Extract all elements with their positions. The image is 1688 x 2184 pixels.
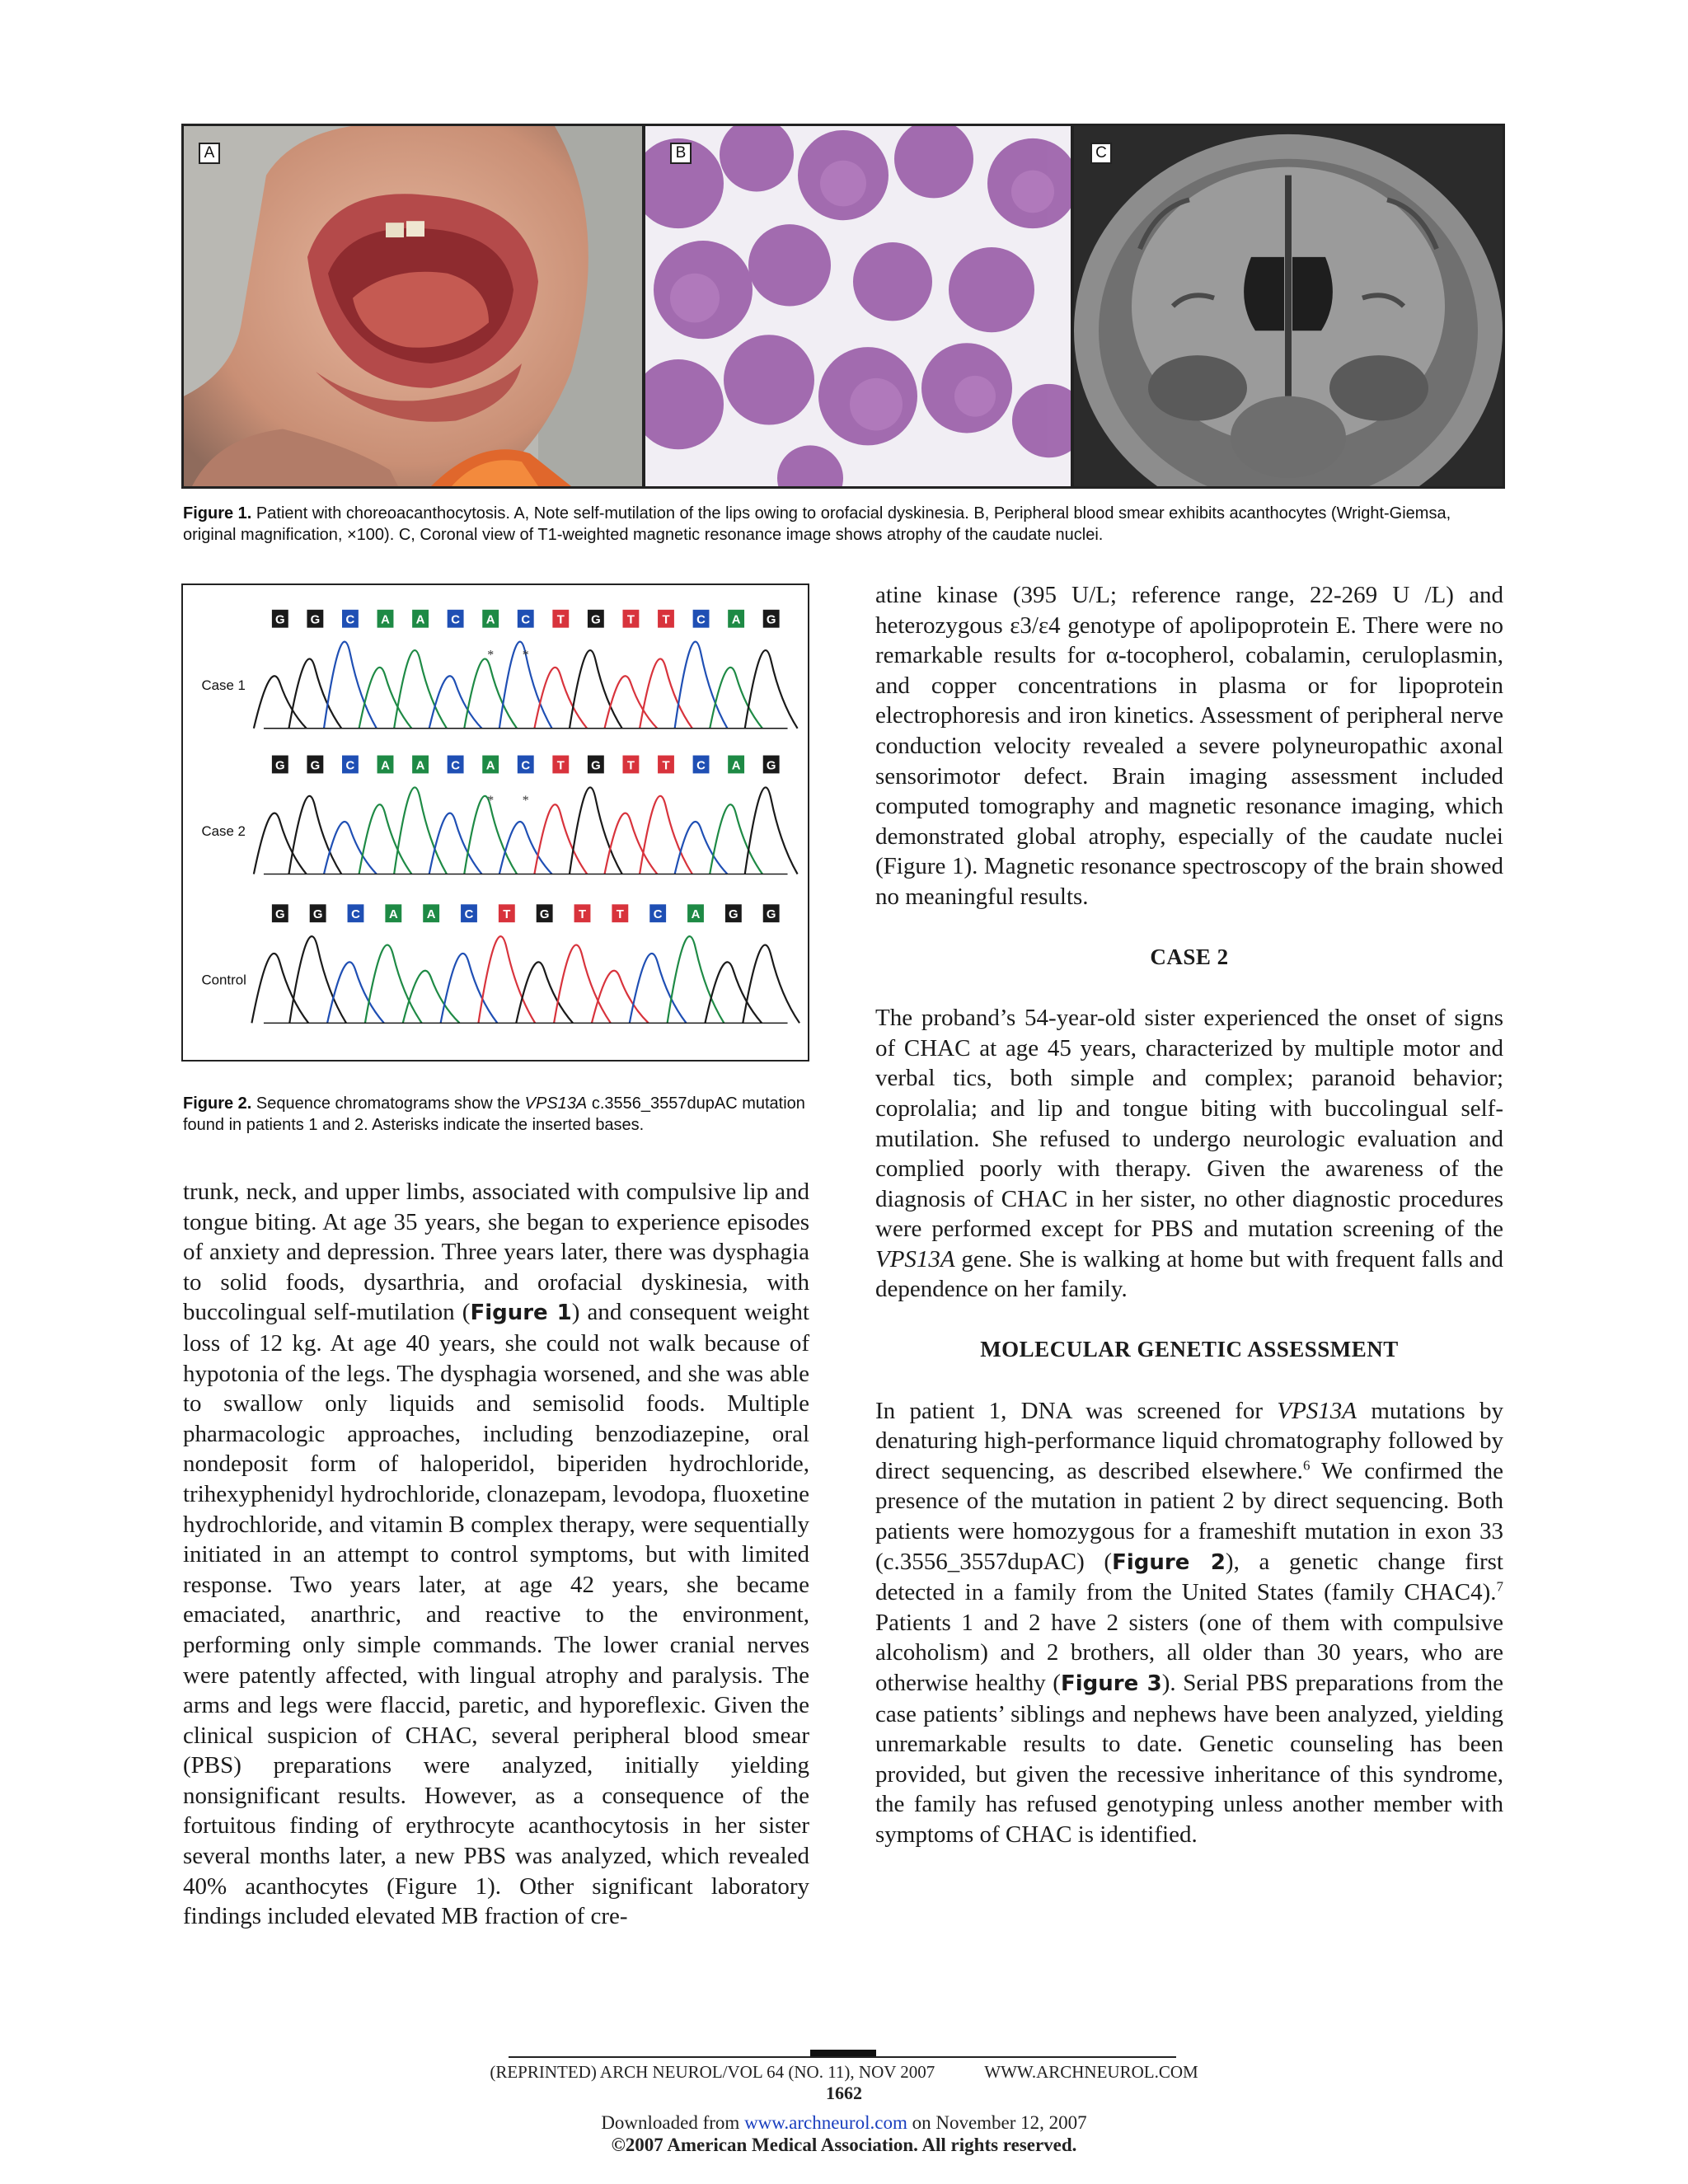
base-call-letter: A: [381, 759, 390, 773]
base-call-letter: G: [310, 759, 321, 773]
base-call-letter: A: [731, 613, 741, 627]
base-call-letter: C: [521, 759, 531, 773]
body-paragraph: [875, 1396, 1503, 1850]
base-call-letter: G: [275, 908, 285, 922]
download-notice: [0, 2112, 1688, 2134]
reference-7[interactable]: 7: [1496, 1578, 1503, 1595]
journal-reference: (REPRINTED) ARCH NEUROL/VOL 64 (NO. 11), NOV 2007: [490, 2062, 935, 2082]
body-text: trunk, neck, and upper limbs, associated with compulsive lip and tongue biting. At age 35 years, she began to experience episodes of anxiety and depression. Three years later, there was dysphagia to solid foods, dysarthria, and orofacial dyskinesia, with buccolingual self-mutilation (: [183, 1179, 809, 1326]
chromatogram-peak: [668, 936, 724, 1023]
inserted-base-asterisk: *: [487, 648, 495, 663]
chromatogram-peak: [289, 936, 346, 1023]
download-date: on November 12, 2007: [907, 2112, 1087, 2133]
panel-label-c: C: [1090, 143, 1112, 164]
chromatogram-peak: [745, 787, 798, 874]
base-call-letter: G: [591, 613, 601, 627]
figure-2-link[interactable]: Figure 2: [1112, 1549, 1226, 1575]
panel-label-a: A: [199, 143, 220, 164]
body-text: ) and consequent weight loss of 12 kg. At age 40 years, she could not walk because of hypotonia of the legs. The dysphagia worsened, and she was able to swallow only liquids and semisolid foods. Multiple pharmacologic approaches, including benzodiazepine, oral nondeposit form of haloperidol, biperiden hydrochloride, trihexyphenidyl hydrochloride, clonazepam, levodopa, fluoxetine hydrochloride, and vitamin B complex therapy, were sequentially initiated in an attempt to control symptoms, but with limited response. Two years later, at age 42 years, she became emaciated, anarthric, and reactive to the environment, performing only simple commands. The lower cranial nerves were patently affected, with lingual atrophy and paralysis. The arms and legs were flaccid, paretic, and hyporeflexic. Given the clinical suspicion of CHAC, several peripheral blood smear (PBS) preparations were analyzed, initially yielding nonsignificant results. However, as a consequence of the fortuitous finding of erythrocyte acanthocytosis in her sister several months later, a new PBS was analyzed, which revealed 40% acanthocytes (Figure 1). Other significant laboratory findings included elevated MB fraction of cre-: [183, 1299, 809, 1930]
inserted-base-asterisk: *: [522, 648, 529, 663]
base-call-letter: A: [381, 613, 390, 627]
body-text: ). Serial PBS preparations from the case patients’ siblings and nephews have been analyzed, yielding unremarkable results to date. Genetic counseling has been provided, but given the recessive inheritance of this syndrome, the family has refused genotyping unless another member with symptoms of CHAC is identified.: [875, 1670, 1503, 1848]
body-text: Patients 1 and 2 have 2 sisters (one of them with compulsive alcoholism) and 2 brothers, all older than 30 years, who are otherwise healthy (: [875, 1609, 1503, 1696]
figure-1-caption-text: Patient with choreoacanthocytosis. A, Note self-mutilation of the lips owing to orofacial dyskinesia. B, Peripheral blood smear exhibits acanthocytes (Wright-Giemsa, original magnification, ×100). C, Coronal view of T1-weighted magnetic resonance image shows atrophy of the caudate nuclei.: [183, 504, 1451, 544]
figure-1: [181, 124, 1505, 489]
base-call-letter: T: [616, 908, 624, 922]
base-call-letter: A: [485, 613, 495, 627]
body-text: ), a genetic change first detected in a family from the United States (family CHAC4).: [875, 1548, 1503, 1606]
chromatogram-peak: [570, 787, 622, 874]
archneurol-link[interactable]: www.archneurol.com: [744, 2112, 907, 2133]
chromatogram-row-label: Case 2: [201, 823, 246, 839]
base-call-letter: C: [521, 613, 531, 627]
copyright-notice: ©2007 American Medical Association. All rights reserved.: [611, 2135, 1077, 2155]
base-call-letter: A: [485, 759, 495, 773]
base-call-letter: T: [626, 759, 635, 773]
base-call-letter: T: [503, 908, 511, 922]
inserted-base-asterisk: *: [487, 794, 495, 808]
left-column: [183, 1177, 809, 1932]
base-call-letter: C: [351, 908, 360, 922]
chromatogram-peak: [394, 787, 447, 874]
reference-6[interactable]: 6: [1302, 1457, 1311, 1474]
base-call-letter: G: [312, 908, 323, 922]
figure-1-caption: [183, 503, 1502, 546]
section-heading-case-2: CASE 2: [1150, 944, 1229, 969]
base-call-letter: G: [729, 908, 738, 922]
base-call-letter: T: [556, 759, 565, 773]
base-call-letter: C: [464, 908, 474, 922]
base-call-letter: A: [415, 613, 425, 627]
chromatogram-peak: [554, 945, 611, 1024]
chromatogram-peak: [745, 650, 798, 729]
figure-1-caption-label: Figure 1.: [183, 504, 252, 523]
base-call-letter: G: [275, 759, 285, 773]
chromatogram-peak: [478, 936, 535, 1023]
figure-1-panel-a-photo: [184, 126, 642, 486]
page-number: 1662: [826, 2083, 862, 2103]
chromatogram-peak: [570, 650, 622, 729]
gene-name: VPS13A: [1277, 1397, 1357, 1424]
inserted-base-asterisk: *: [522, 794, 529, 808]
base-call-letter: C: [345, 613, 355, 627]
panel-label-b: B: [670, 143, 692, 164]
figure-1-panel-b-blood-smear: [645, 126, 1071, 486]
base-call-letter: A: [426, 908, 436, 922]
body-text: In patient 1, DNA was screened for: [875, 1397, 1278, 1424]
base-call-letter: T: [556, 613, 565, 627]
body-paragraph: [875, 1003, 1503, 1305]
footer-rule: [509, 2056, 1176, 2058]
base-call-letter: A: [415, 759, 425, 773]
base-call-letter: C: [451, 759, 460, 773]
base-call-letter: G: [766, 759, 776, 773]
chromatogram-peak: [288, 796, 341, 874]
chromatogram-peak: [640, 796, 692, 874]
figure-1-panel-c-mri: [1074, 126, 1503, 486]
chromatogram-peak: [394, 650, 447, 729]
base-call-letter: G: [539, 908, 550, 922]
base-call-letter: T: [626, 613, 635, 627]
chromatogram-peak: [365, 945, 422, 1024]
base-call-letter: G: [766, 908, 776, 922]
figure-1-link[interactable]: Figure 1: [470, 1301, 572, 1326]
base-call-letter: A: [388, 908, 398, 922]
right-column: [875, 580, 1503, 1850]
chromatogram-peak: [743, 945, 799, 1024]
body-text: We confirmed the presence of the mutation in patient 2 by direct sequencing. Both patients were homozygous for a frameshift mutation in exon 33 (c.3556_3557dupAC) (: [875, 1457, 1503, 1575]
base-call-letter: A: [691, 908, 701, 922]
chromatogram-peak: [675, 642, 728, 729]
base-call-letter: C: [345, 759, 355, 773]
chromatogram-row-label: Control: [201, 972, 246, 988]
section-heading-molecular-genetic-assessment: MOLECULAR GENETIC ASSESSMENT: [980, 1337, 1399, 1362]
base-call-letter: G: [766, 613, 776, 627]
journal-citation: [0, 2062, 1688, 2083]
body-paragraph: atine kinase (395 U/L; reference range, 22-269 U /L) and heterozygous ε3/ε4 genotype of apolipoprotein E. There were no remarkable results for α-tocopherol, cobalamin, ceruloplasmin, and copper concentrations in plasma or for lipoprotein electrophoresis and iron kinetics. Assessment of peripheral nerve conduction velocity revealed a severe polyneuropathic axonal sensorimotor defect. Brain imaging assessment included computed tomography and magnetic resonance imaging, which demonstrated global atrophy, especially of the caudate nuclei (Figure 1). Magnetic resonance spectroscopy of the brain showed no meaningful results.: [875, 582, 1503, 910]
figure-3-link[interactable]: Figure 3: [1060, 1671, 1162, 1696]
figure-2-caption: [183, 1093, 809, 1136]
base-call-letter: G: [310, 613, 321, 627]
body-text: mutations by denaturing high-performance liquid chromatography followed by direct sequencing, as described elsewhere.: [875, 1397, 1503, 1484]
body-paragraph: [183, 1177, 809, 1932]
chromatogram-row-label: Case 1: [201, 677, 246, 694]
base-call-letter: T: [662, 613, 670, 627]
body-text: gene. She is walking at home but with frequent falls and dependence on her family.: [875, 1245, 1503, 1303]
base-call-letter: T: [578, 908, 587, 922]
figure-2-caption-text: Sequence chromatograms show the: [256, 1094, 525, 1113]
base-call-letter: C: [451, 613, 460, 627]
sequence-chromatograms: [183, 585, 808, 1060]
journal-website: WWW.ARCHNEUROL.COM: [984, 2062, 1198, 2082]
base-call-letter: T: [662, 759, 670, 773]
download-text: Downloaded from: [601, 2112, 745, 2133]
base-call-letter: C: [696, 759, 706, 773]
base-call-letter: G: [275, 613, 285, 627]
base-call-letter: C: [696, 613, 706, 627]
base-call-letter: G: [591, 759, 601, 773]
base-call-letter: A: [731, 759, 741, 773]
figure-2: [181, 583, 809, 1062]
gene-name: VPS13A: [875, 1245, 955, 1272]
figure-2-caption-text-end: c.3556_3557dupAC mutation found in patients 1 and 2. Asterisks indicate the inserted bases.: [183, 1094, 805, 1134]
chromatogram-peak: [324, 642, 377, 729]
figure-2-caption-label: Figure 2.: [183, 1094, 252, 1113]
gene-name: VPS13A: [524, 1094, 588, 1113]
body-text: The proband’s 54-year-old sister experienced the onset of signs of CHAC at age 45 years, characterized by multiple motor and verbal tics, both simple and complex; paranoid behavior; coprolalia; and lip and tongue biting with buccolingual self-mutilation. She refused to undergo neurologic evaluation and complied poorly with therapy. Given the awareness of the diagnosis of CHAC in her sister, no other diagnostic procedures were performed except for PBS and mutation screening of the: [875, 1005, 1503, 1243]
base-call-letter: C: [653, 908, 663, 922]
